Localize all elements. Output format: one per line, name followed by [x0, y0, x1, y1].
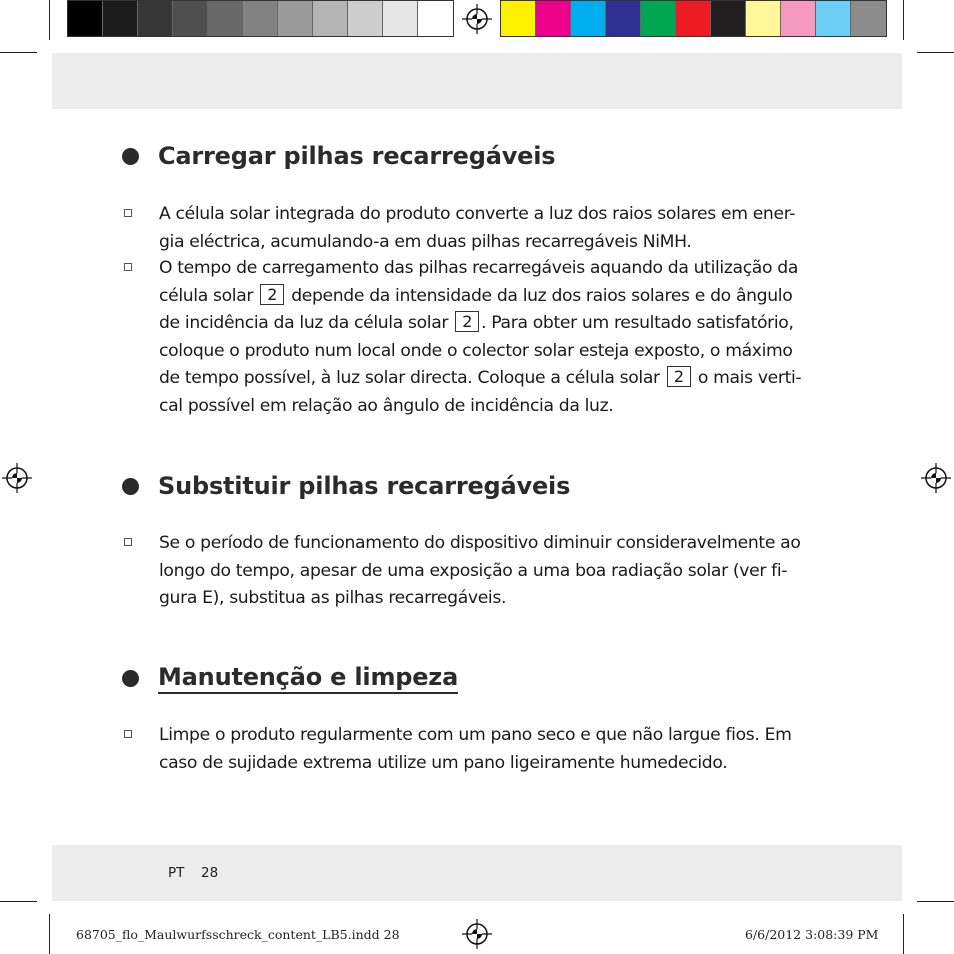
crop-mark: [0, 52, 37, 53]
paragraph: O tempo de carregamento das pilhas recarregáveis aquando da utilização da célula solar 2 depende da intensidade da luz dos raios solares e do ângulo de incidência da luz da célula solar 2 . Para obter um resultado satisfatório, coloque o produto num local onde o colector solar esteja exposto, o máximo de tempo possível, à luz solar directa. Coloque a célula solar 2 o mais verti- cal possível em relação ao ângulo de incidência da luz.: [159, 258, 802, 416]
heading-bullet-icon: [122, 148, 139, 165]
heading-text: Substituir pilhas recarregáveis: [158, 472, 571, 500]
color-swatch: [68, 1, 103, 36]
paragraph: Limpe o produto regularmente com um pano seco e que não largue fios. Em caso de sujidade extrema utilize um pano ligeiramente humedecido.: [159, 725, 792, 773]
color-swatch: [536, 1, 571, 36]
reference-number-box: 2: [455, 311, 479, 332]
heading-text: Manutenção e limpeza: [158, 663, 458, 694]
color-swatch: [103, 1, 138, 36]
grayscale-color-bar: [67, 0, 454, 37]
registration-mark-icon: [2, 463, 32, 493]
heading-bullet-icon: [122, 670, 139, 687]
color-swatch: [243, 1, 278, 36]
color-swatch: [313, 1, 348, 36]
checkbox-bullet-icon: [124, 209, 132, 217]
crop-mark: [49, 0, 50, 40]
checkbox-bullet-icon: [124, 263, 132, 271]
footer-page-number: 28: [201, 865, 219, 881]
section-heading: [122, 663, 458, 694]
color-swatch: [173, 1, 208, 36]
crop-mark: [917, 52, 954, 53]
checkbox-bullet-icon: [124, 538, 132, 546]
color-swatch: [501, 1, 536, 36]
header-band: [52, 53, 902, 109]
registration-mark-icon: [462, 4, 492, 34]
registration-mark-icon: [921, 463, 951, 493]
color-swatch: [348, 1, 383, 36]
color-swatch: [711, 1, 746, 36]
color-swatch: [816, 1, 851, 36]
paragraph: Se o período de funcionamento do dispositivo diminuir consideravelmente ao longo do tempo, apesar de uma exposição a uma boa radiação solar (ver fi- gura E), substitua as pilhas recarregáveis.: [159, 533, 801, 608]
color-swatch: [208, 1, 243, 36]
color-swatch: [641, 1, 676, 36]
reference-number-box: 2: [260, 284, 284, 305]
registration-mark-icon: [462, 919, 492, 949]
crop-mark: [903, 914, 904, 954]
color-swatch: [851, 1, 886, 36]
color-swatch: [571, 1, 606, 36]
color-swatch: [383, 1, 418, 36]
color-swatch: [138, 1, 173, 36]
process-color-bar: [500, 0, 887, 37]
color-swatch: [278, 1, 313, 36]
color-swatch: [746, 1, 781, 36]
color-swatch: [781, 1, 816, 36]
color-swatch: [418, 1, 453, 36]
paragraph: A célula solar integrada do produto converte a luz dos raios solares em ener- gia eléctrica, acumulando-a em duas pilhas recarregáveis NiMH.: [159, 204, 796, 252]
heading-bullet-icon: [122, 478, 139, 495]
footer-language: PT: [168, 865, 185, 881]
color-swatch: [676, 1, 711, 36]
crop-mark: [917, 901, 954, 902]
crop-mark: [0, 901, 37, 902]
section-heading: [122, 142, 555, 170]
heading-text: Carregar pilhas recarregáveis: [158, 142, 556, 170]
reference-number-box: 2: [667, 366, 691, 387]
crop-mark: [903, 0, 904, 40]
slug-datetime: 6/6/2012 3:08:39 PM: [745, 927, 879, 942]
color-swatch: [606, 1, 641, 36]
checkbox-bullet-icon: [124, 730, 132, 738]
section-heading: [122, 472, 570, 500]
slug-filename: 68705_flo_Maulwurfsschreck_content_LB5.indd 28: [76, 927, 400, 942]
crop-mark: [49, 914, 50, 954]
